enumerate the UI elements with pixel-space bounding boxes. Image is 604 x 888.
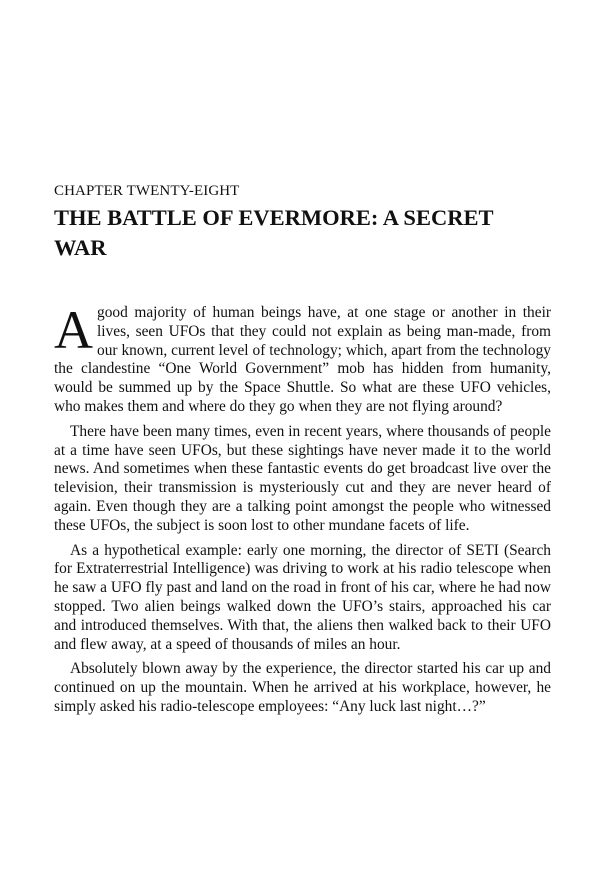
chapter-title <box>54 203 550 263</box>
paragraph-1 <box>54 300 551 417</box>
chapter-body <box>54 300 551 723</box>
paragraph-3: As a hypothetical example: early one morning, the director of SETI (Search for Extraterrestrial Intelligence) was driving to work at his radio telescope when he saw a UFO fly past and land on the road in front of his car, where he had now stopped. Two alien beings walked down the UFO’s stairs, approached his car and introduced themselves. With that, the aliens then walked back to their UFO and flew away, at a speed of thousands of miles an hour. <box>54 541 551 653</box>
chapter-title-line-1: THE BATTLE OF EVERMORE: A SECRET <box>54 205 494 230</box>
paragraph-4: Absolutely blown away by the experience, the director started his car up and continued on up the mountain. When he arrived at his workplace, however, he simply asked his radio-telescope employees: “Any luck last night…?” <box>54 660 551 715</box>
paragraph-1-text: good majority of human beings have, at one stage or another in their lives, seen UFOs that they could not explain as being man-made, from our known, current level of technology; which, apart from the technology the clandestine “One World Government” mob has hidden from humanity, would be summed up by the Space Shuttle. So what are these UFO vehicles, who makes them and where do they go when they are not flying around? <box>54 304 551 415</box>
paragraph-2: There have been many times, even in recent years, where thousands of people at a time have seen UFOs, but these sightings have never made it to the world news. And sometimes when these fantastic events do get broadcast live over the television, their transmission is mysteriously cut and they are never heard of again. Even though they are a talking point amongst the people who witnessed these UFOs, the subject is soon lost to other mundane facets of life. <box>54 422 551 534</box>
chapter-title-line-2: WAR <box>54 235 107 260</box>
drop-cap: A <box>54 300 93 360</box>
chapter-label: CHAPTER TWENTY-EIGHT <box>54 183 240 199</box>
